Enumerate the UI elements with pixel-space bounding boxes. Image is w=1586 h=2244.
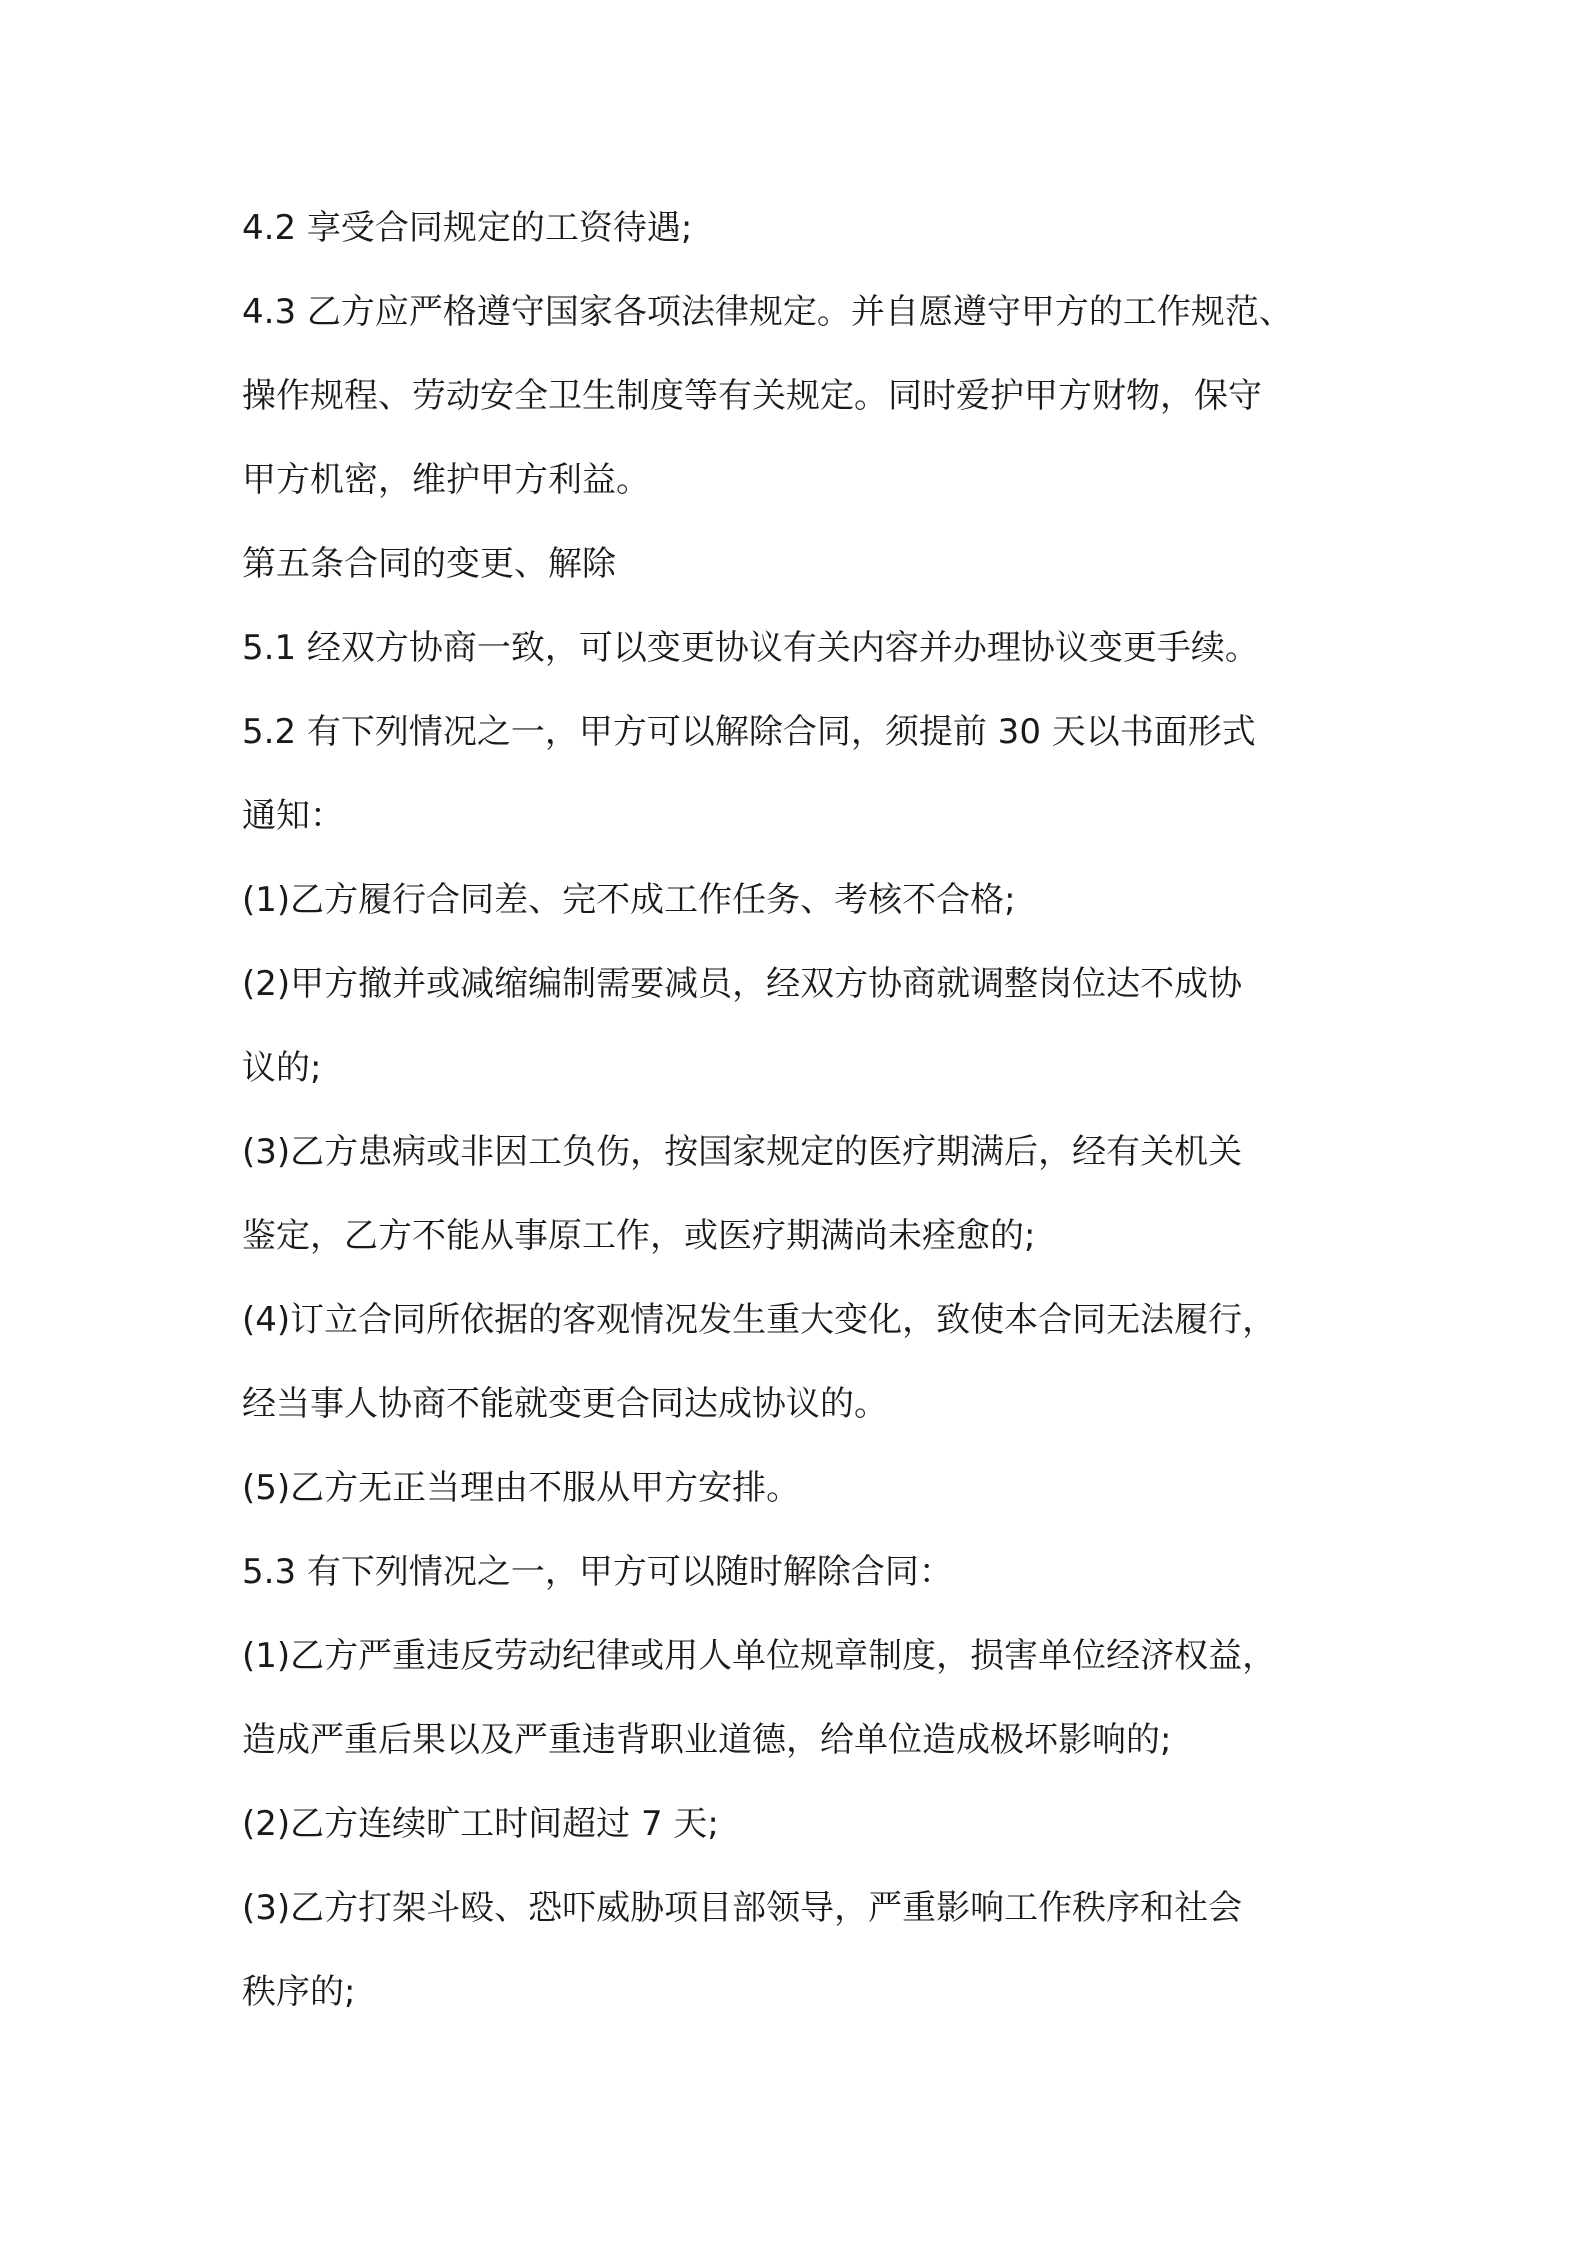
clause-5-2-item-2-line-2: 议的; — [242, 1048, 322, 1088]
clause-5-2-item-2-line-1: (2)甲方撤并或减缩编制需要减员，经双方协商就调整岗位达不成协 — [242, 964, 1243, 1004]
clause-5-3-item-1-line-2: 造成严重后果以及严重违背职业道德，给单位造成极坏影响的; — [242, 1720, 1172, 1760]
clause-5-3-item-3-line-1: (3)乙方打架斗殴、恐吓威胁项目部领导，严重影响工作秩序和社会 — [242, 1888, 1243, 1928]
clause-5-2-item-4-line-1: (4)订立合同所依据的客观情况发生重大变化，致使本合同无法履行， — [242, 1300, 1277, 1340]
clause-4-2: 4.2 享受合同规定的工资待遇; — [242, 208, 693, 248]
clause-5-3-item-2: (2)乙方连续旷工时间超过 7 天; — [242, 1804, 719, 1844]
clause-5-2-item-3-line-2: 鉴定，乙方不能从事原工作，或医疗期满尚未痊愈的; — [242, 1216, 1036, 1256]
clause-5-2-line-2: 通知： — [242, 796, 344, 836]
clause-5-3-item-3-line-2: 秩序的; — [242, 1972, 356, 2012]
clause-4-3-line-3: 甲方机密，维护甲方利益。 — [242, 460, 650, 500]
clause-4-3-line-2: 操作规程、劳动安全卫生制度等有关规定。同时爱护甲方财物，保守 — [242, 376, 1262, 416]
clause-5-2-item-4-line-2: 经当事人协商不能就变更合同达成协议的。 — [242, 1384, 888, 1424]
clause-5-3-item-1-line-1: (1)乙方严重违反劳动纪律或用人单位规章制度，损害单位经济权益， — [242, 1636, 1277, 1676]
clause-4-3-line-1: 4.3 乙方应严格遵守国家各项法律规定。并自愿遵守甲方的工作规范、 — [242, 292, 1293, 332]
article-5-heading: 第五条合同的变更、解除 — [242, 544, 616, 584]
clause-5-2-item-1: (1)乙方履行合同差、完不成工作任务、考核不合格; — [242, 880, 1016, 920]
clause-5-2-line-1: 5.2 有下列情况之一，甲方可以解除合同，须提前 30 天以书面形式 — [242, 712, 1256, 752]
clause-5-1: 5.1 经双方协商一致，可以变更协议有关内容并办理协议变更手续。 — [242, 628, 1259, 668]
clause-5-3: 5.3 有下列情况之一，甲方可以随时解除合同： — [242, 1552, 953, 1592]
clause-5-2-item-5: (5)乙方无正当理由不服从甲方安排。 — [242, 1468, 801, 1508]
clause-5-2-item-3-line-1: (3)乙方患病或非因工负伤，按国家规定的医疗期满后，经有关机关 — [242, 1132, 1243, 1172]
